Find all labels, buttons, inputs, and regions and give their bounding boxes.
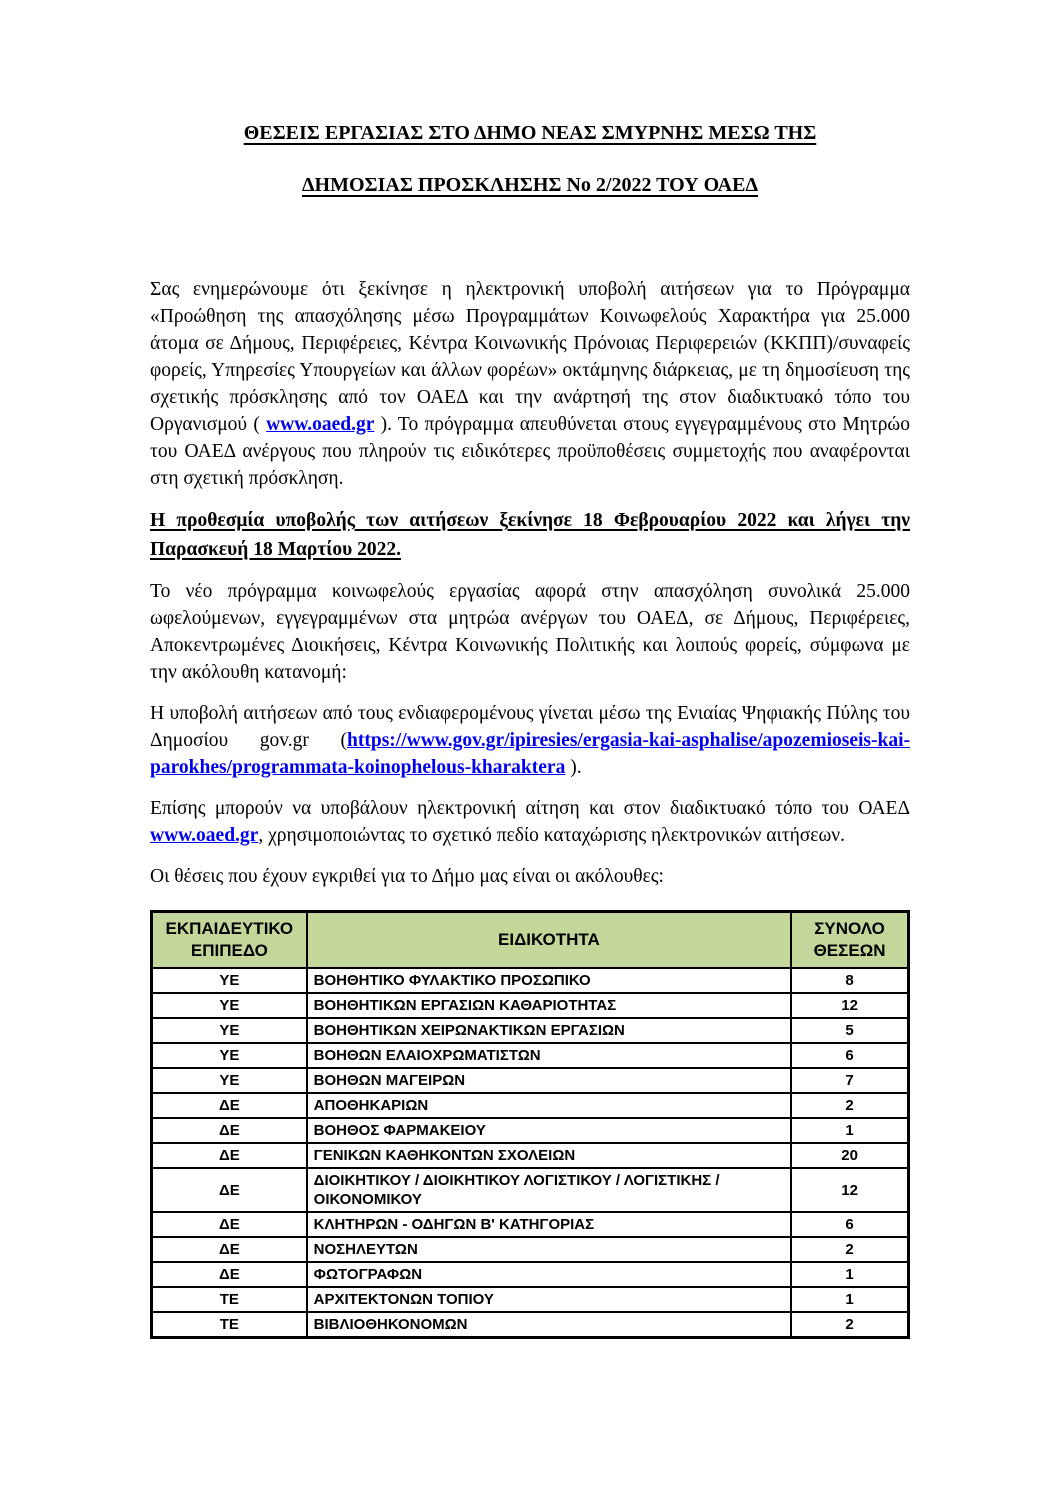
education-level-cell: ΔΕ xyxy=(152,1118,307,1143)
education-level-cell: ΔΕ xyxy=(152,1262,307,1287)
table-row xyxy=(152,1118,909,1143)
also-paragraph xyxy=(150,795,910,849)
specialty-cell: ΝΟΣΗΛΕΥΤΩΝ xyxy=(307,1237,791,1262)
program-paragraph: Το νέο πρόγραμμα κοινωφελούς εργασίας αφορά στην απασχόληση συνολικά 25.000 ωφελούμενων, εγγεγραμμένων στα μητρώα ανέργων του ΟΑΕΔ, σε Δήμους, Περιφέρειες, Αποκεντρωμένες Διοικήσεις, Κέντρα Κοινωνικής Πολιτικής και λοιπούς φορείς, σύμφωνα με την ακόλουθη κατανομή: xyxy=(150,581,910,683)
header-education-level: ΕΚΠΑΙΔΕΥΤΙΚΟ ΕΠΙΠΕΔΟ xyxy=(152,912,307,969)
also-text-after: , χρησιμοποιώντας το σχετικό πεδίο καταχώρισης ηλεκτρονικών αιτήσεων. xyxy=(258,825,846,846)
specialty-cell: ΚΛΗΤΗΡΩΝ - ΟΔΗΓΩΝ Β' ΚΑΤΗΓΟΡΙΑΣ xyxy=(307,1212,791,1237)
table-row xyxy=(152,1093,909,1118)
table-row xyxy=(152,1068,909,1093)
education-level-cell: ΥΕ xyxy=(152,1068,307,1093)
positions-cell: 2 xyxy=(791,1312,908,1338)
positions-cell: 12 xyxy=(791,993,908,1018)
intro-text-after: ). Το πρόγραμμα απευθύνεται στους εγγεγραμμένους στο Μητρώο του ΟΑΕΔ ανέργους που πληρούν τις ειδικότερες προϋποθέσεις συμμετοχής που αναφέρονται στη σχετική πρόσκληση. xyxy=(150,414,911,489)
positions-cell: 2 xyxy=(791,1237,908,1262)
positions-cell: 20 xyxy=(791,1143,908,1168)
positions-cell: 1 xyxy=(791,1287,908,1312)
also-text-before: Επίσης μπορούν να υποβάλουν ηλεκτρονική αίτηση και στον διαδικτυακό τόπο του ΟΑΕΔ xyxy=(150,798,910,819)
positions-cell: 12 xyxy=(791,1168,908,1212)
page-title-line-1: ΘΕΣΕΙΣ ΕΡΓΑΣΙΑΣ ΣΤΟ ΔΗΜΟ ΝΕΑΣ ΣΜΥΡΝΗΣ ΜΕΣΩ ΤΗΣ xyxy=(243,122,817,144)
deadline-heading: Η προθεσμία υποβολής των αιτήσεων ξεκίνησε 18 Φεβρουαρίου 2022 και λήγει την Παρασκευή 18 Μαρτίου 2022. xyxy=(150,510,910,560)
education-level-cell: ΥΕ xyxy=(152,993,307,1018)
positions-cell: 6 xyxy=(791,1212,908,1237)
table-row xyxy=(152,1312,909,1338)
table-row xyxy=(152,1043,909,1068)
govgr-text-after: ). xyxy=(565,757,582,778)
positions-cell: 5 xyxy=(791,1018,908,1043)
intro-text-before: Σας ενημερώνουμε ότι ξεκίνησε η ηλεκτρονική υποβολή αιτήσεων για το Πρόγραμμα «Προώθηση της απασχόλησης μέσω Προγραμμάτων Κοινωφελούς Χαρακτήρα για 25.000 άτομα σε Δήμους, Περιφέρειες, Κέντρα Κοινωνικής Πρόνοιας Περιφερειών (ΚΚΠΠ)/συναφείς φορείς, Υπηρεσίες Υπουργείων και άλλων φορέων» οκτάμηνης διάρκειας, με τη δημοσίευση της σχετικής πρόσκλησης από τον ΟΑΕΔ και την ανάρτησή της στον διαδικτυακό τόπο του Οργανισμού ( xyxy=(150,279,910,435)
closing-paragraph: Οι θέσεις που έχουν εγκριθεί για το Δήμο μας είναι οι ακόλουθες: xyxy=(150,866,664,887)
education-level-cell: ΔΕ xyxy=(152,1143,307,1168)
intro-paragraph xyxy=(150,276,910,492)
positions-table-body xyxy=(152,968,909,1338)
oaed-link-2[interactable]: www.oaed.gr xyxy=(150,825,259,846)
positions-cell: 2 xyxy=(791,1093,908,1118)
positions-table xyxy=(150,910,910,1339)
header-specialty: ΕΙΔΙΚΟΤΗΤΑ xyxy=(307,912,791,969)
education-level-cell: ΥΕ xyxy=(152,968,307,993)
education-level-cell: ΤΕ xyxy=(152,1287,307,1312)
specialty-cell: ΦΩΤΟΓΡΑΦΩΝ xyxy=(307,1262,791,1287)
table-row xyxy=(152,1168,909,1212)
header-total-positions: ΣΥΝΟΛΟ ΘΕΣΕΩΝ xyxy=(791,912,908,969)
specialty-cell: ΒΟΗΘΗΤΙΚΩΝ ΧΕΙΡΩΝΑΚΤΙΚΩΝ ΕΡΓΑΣΙΩΝ xyxy=(307,1018,791,1043)
page-title-line-2: ΔΗΜΟΣΙΑΣ ΠΡΟΣΚΛΗΣΗΣ Νο 2/2022 ΤΟΥ ΟΑΕΔ xyxy=(302,174,758,196)
specialty-cell: ΔΙΟΙΚΗΤΙΚΟΥ / ΔΙΟΙΚΗΤΙΚΟΥ ΛΟΓΙΣΤΙΚΟΥ / ΛΟΓΙΣΤΙΚΗΣ / ΟΙΚΟΝΟΜΙΚΟΥ xyxy=(307,1168,791,1212)
govgr-paragraph xyxy=(150,700,910,781)
education-level-cell: ΔΕ xyxy=(152,1212,307,1237)
education-level-cell: ΤΕ xyxy=(152,1312,307,1338)
govgr-link[interactable]: https://www.gov.gr/ipiresies/ergasia-kai-asphalise/apozemioseis-kai-parokhes/programmata-koinophelous-kharaktera xyxy=(150,730,910,778)
education-level-cell: ΥΕ xyxy=(152,1018,307,1043)
positions-cell: 6 xyxy=(791,1043,908,1068)
table-row xyxy=(152,1287,909,1312)
oaed-link[interactable]: www.oaed.gr xyxy=(266,414,375,435)
specialty-cell: ΒΙΒΛΙΟΘΗΚΟΝΟΜΩΝ xyxy=(307,1312,791,1338)
table-row xyxy=(152,1237,909,1262)
table-row xyxy=(152,993,909,1018)
specialty-cell: ΒΟΗΘΗΤΙΚΩΝ ΕΡΓΑΣΙΩΝ ΚΑΘΑΡΙΟΤΗΤΑΣ xyxy=(307,993,791,1018)
table-row xyxy=(152,968,909,993)
education-level-cell: ΔΕ xyxy=(152,1168,307,1212)
education-level-cell: ΔΕ xyxy=(152,1237,307,1262)
positions-cell: 7 xyxy=(791,1068,908,1093)
specialty-cell: ΒΟΗΘΩΝ ΕΛΑΙΟΧΡΩΜΑΤΙΣΤΩΝ xyxy=(307,1043,791,1068)
positions-cell: 1 xyxy=(791,1118,908,1143)
page-title xyxy=(150,120,910,198)
specialty-cell: ΓΕΝΙΚΩΝ ΚΑΘΗΚΟΝΤΩΝ ΣΧΟΛΕΙΩΝ xyxy=(307,1143,791,1168)
positions-cell: 8 xyxy=(791,968,908,993)
govgr-text-before: Η υποβολή αιτήσεων από τους ενδιαφερομένους γίνεται μέσω της Ενιαίας Ψηφιακής Πύλης του Δημοσίου gov.gr ( xyxy=(150,703,910,751)
positions-cell: 1 xyxy=(791,1262,908,1287)
table-row xyxy=(152,1018,909,1043)
specialty-cell: ΑΡΧΙΤΕΚΤΟΝΩΝ ΤΟΠΙΟΥ xyxy=(307,1287,791,1312)
specialty-cell: ΑΠΟΘΗΚΑΡΙΩΝ xyxy=(307,1093,791,1118)
table-row xyxy=(152,1143,909,1168)
table-header-row xyxy=(152,912,909,969)
specialty-cell: ΒΟΗΘΗΤΙΚΟ ΦΥΛΑΚΤΙΚΟ ΠΡΟΣΩΠΙΚΟ xyxy=(307,968,791,993)
education-level-cell: ΔΕ xyxy=(152,1093,307,1118)
table-row xyxy=(152,1212,909,1237)
education-level-cell: ΥΕ xyxy=(152,1043,307,1068)
specialty-cell: ΒΟΗΘΟΣ ΦΑΡΜΑΚΕΙΟΥ xyxy=(307,1118,791,1143)
table-row xyxy=(152,1262,909,1287)
positions-table-header xyxy=(152,912,909,969)
specialty-cell: ΒΟΗΘΩΝ ΜΑΓΕΙΡΩΝ xyxy=(307,1068,791,1093)
